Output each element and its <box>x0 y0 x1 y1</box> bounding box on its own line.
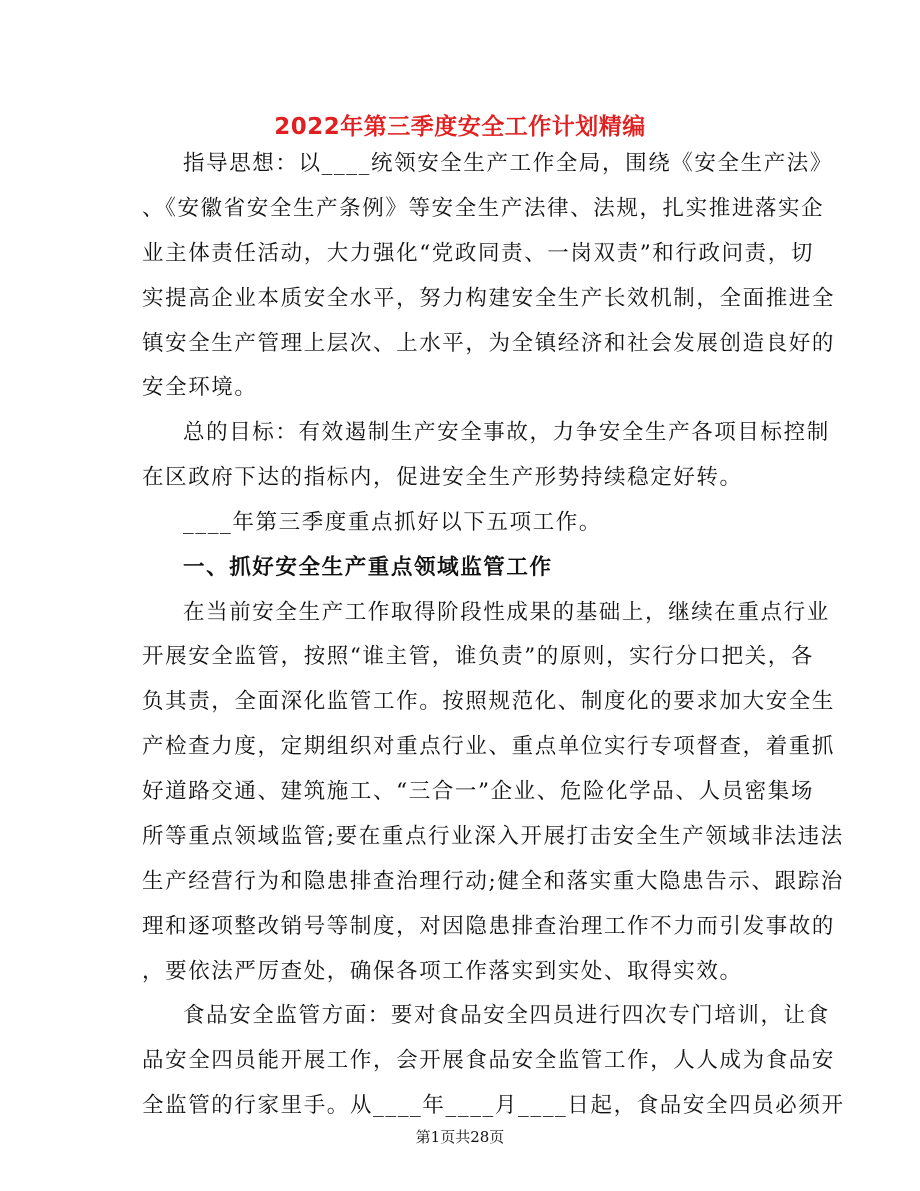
paragraph-line: 所等重点领域监管;要在重点行业深入开展打击安全生产领域非法违法 <box>142 824 844 849</box>
paragraph-line: 开展安全监管，按照“谁主管，谁负责”的原则，实行分口把关，各 <box>142 644 814 669</box>
paragraph-line: 生产经营行为和隐患排查治理行动;健全和落实重大隐患告示、跟踪治 <box>142 869 844 894</box>
paragraph-line: 在当前安全生产工作取得阶段性成果的基础上，继续在重点行业 <box>183 600 830 625</box>
paragraph-line: 产检查力度，定期组织对重点行业、重点单位实行专项督查，着重抓 <box>142 734 836 759</box>
paragraph-line: 理和逐项整改销号等制度，对因隐患排查治理工作不力而引发事故的 <box>142 914 836 939</box>
paragraph-line: 负其责，全面深化监管工作。按照规范化、制度化的要求加大安全生 <box>142 689 836 714</box>
paragraph-line: 食品安全监管方面：要对食品安全四员进行四次专门培训，让食 <box>183 1003 830 1028</box>
paragraph-line: 业主体责任活动，大力强化“党政同责、一岗双责”和行政问责，切 <box>142 241 814 266</box>
page-footer: 第1页共28页 <box>415 1128 505 1146</box>
paragraph-line: 镇安全生产管理上层次、上水平，为全镇经济和社会发展创造良好的 <box>142 331 836 356</box>
paragraph-line: 总的目标：有效遏制生产安全事故，力争安全生产各项目标控制 <box>183 420 830 445</box>
paragraph-line: ____年第三季度重点抓好以下五项工作。 <box>183 510 603 535</box>
paragraph-line: 好道路交通、建筑施工、“三合一”企业、危险化学品、人员密集场 <box>142 779 814 804</box>
paragraph-line: 品安全四员能开展工作，会开展食品安全监管工作，人人成为食品安 <box>142 1048 836 1073</box>
paragraph-line: 、《安徽省安全生产条例》等安全生产法律、法规，扎实推进落实企 <box>142 196 825 221</box>
paragraph-line: 在区政府下达的指标内，促进安全生产形势持续稳定好转。 <box>142 465 743 490</box>
paragraph-line: 全监管的行家里手。从____年____月____日起，食品安全四员必须开 <box>142 1093 845 1118</box>
paragraph-line: 指导思想：以____统领安全生产工作全局，围绕《安全生产法》 <box>183 151 834 176</box>
paragraph-line: 实提高企业本质安全水平，努力构建安全生产长效机制，全面推进全 <box>142 286 836 311</box>
document-title: 2022年第三季度安全工作计划精编 <box>274 114 646 140</box>
section-heading: 一、抓好安全生产重点领域监管工作 <box>183 555 553 580</box>
paragraph-line: 安全环境。 <box>142 375 258 400</box>
paragraph-line: ，要依法严厉查处，确保各项工作落实到实处、取得实效。 <box>142 959 743 984</box>
